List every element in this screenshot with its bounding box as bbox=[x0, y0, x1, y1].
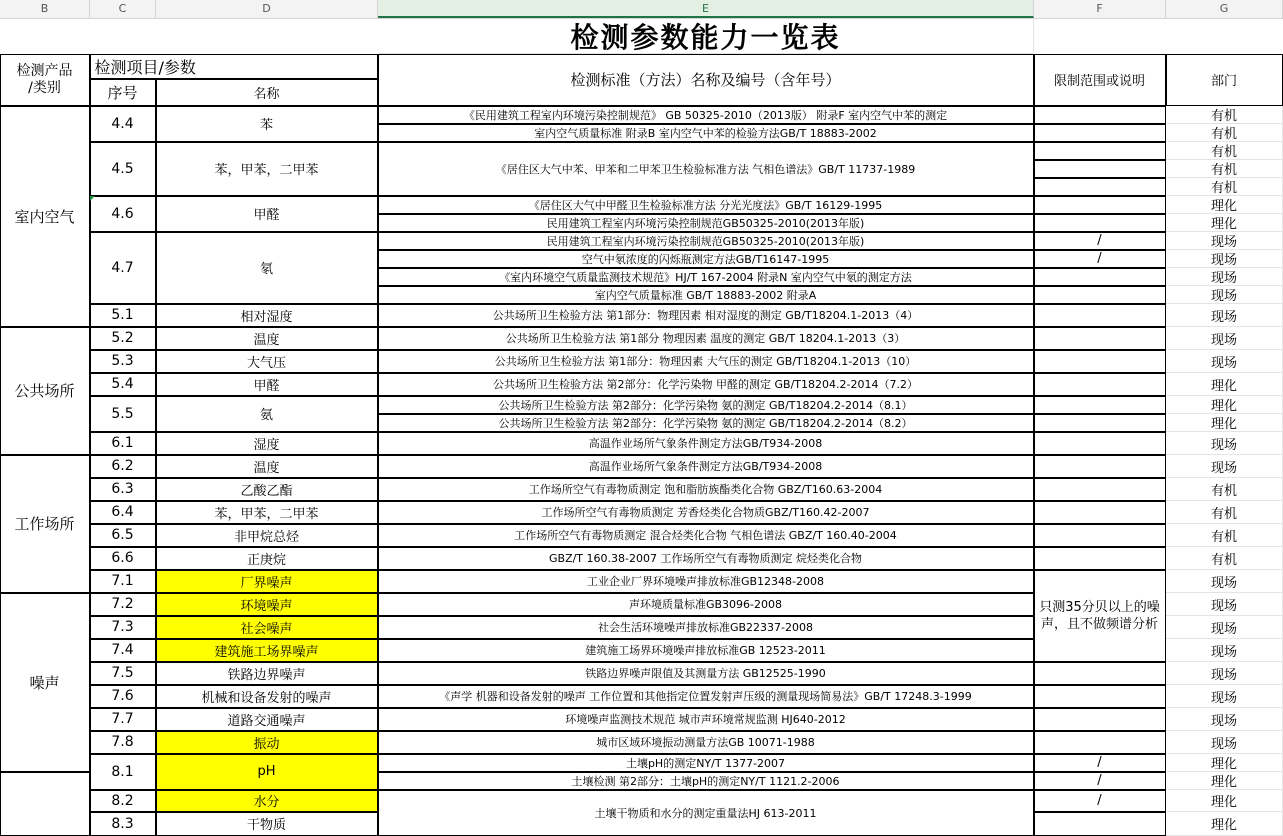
standard-cell[interactable]: 城市区域环境振动测量方法GB 10071-1988 bbox=[378, 731, 1034, 754]
item-name[interactable]: 铁路边界噪声 bbox=[156, 662, 378, 685]
limits-cell[interactable] bbox=[1034, 373, 1166, 396]
limits-cell[interactable] bbox=[1034, 178, 1166, 196]
item-seq[interactable]: 8.1 bbox=[90, 754, 156, 790]
dept-cell[interactable]: 理化 bbox=[1166, 196, 1283, 214]
item-seq[interactable]: 6.5 bbox=[90, 524, 156, 547]
standard-cell[interactable]: 铁路边界噪声限值及其测量方法 GB12525-1990 bbox=[378, 662, 1034, 685]
item-name[interactable]: 机械和设备发射的噪声 bbox=[156, 685, 378, 708]
dept-cell[interactable]: 现场 bbox=[1166, 662, 1283, 685]
item-seq[interactable]: 4.7 bbox=[90, 232, 156, 304]
limits-cell[interactable] bbox=[1034, 708, 1166, 731]
dept-cell[interactable]: 有机 bbox=[1166, 478, 1283, 501]
limits-cell[interactable] bbox=[1034, 196, 1166, 214]
item-name[interactable]: pH bbox=[156, 754, 378, 790]
standard-cell[interactable]: 公共场所卫生检验方法 第2部分：化学污染物 氨的测定 GB/T18204.2-2014（8.1） bbox=[378, 396, 1034, 414]
standard-cell[interactable]: 《居住区大气中甲醛卫生检验标准方法 分光光度法》GB/T 16129-1995 bbox=[378, 196, 1034, 214]
name-header[interactable]: 名称 bbox=[156, 79, 378, 106]
standard-cell[interactable]: 公共场所卫生检验方法 第1部分：物理因素 大气压的测定 GB/T18204.1-2013（10） bbox=[378, 350, 1034, 373]
limits-cell[interactable] bbox=[1034, 396, 1166, 414]
limits-cell[interactable] bbox=[1034, 501, 1166, 524]
item-name[interactable]: 温度 bbox=[156, 455, 378, 478]
column-header-f[interactable]: F bbox=[1034, 0, 1166, 18]
standard-cell[interactable]: 空气中氡浓度的闪烁瓶测定方法GB/T16147-1995 bbox=[378, 250, 1034, 268]
item-seq[interactable]: 7.7 bbox=[90, 708, 156, 731]
dept-cell[interactable]: 现场 bbox=[1166, 455, 1283, 478]
column-header-c[interactable]: C bbox=[90, 0, 156, 18]
standard-cell[interactable]: 公共场所卫生检验方法 第1部分 物理因素 温度的测定 GB/T 18204.1-2013（3） bbox=[378, 327, 1034, 350]
dept-cell[interactable]: 有机 bbox=[1166, 501, 1283, 524]
standard-cell[interactable]: 公共场所卫生检验方法 第2部分：化学污染物 甲醛的测定 GB/T18204.2-2014（7.2） bbox=[378, 373, 1034, 396]
dept-cell[interactable]: 现场 bbox=[1166, 639, 1283, 662]
dept-cell[interactable]: 现场 bbox=[1166, 616, 1283, 639]
dept-cell[interactable]: 现场 bbox=[1166, 570, 1283, 593]
limits-cell[interactable] bbox=[1034, 160, 1166, 178]
category-cell[interactable]: 工作场所 bbox=[0, 455, 90, 593]
dept-cell[interactable]: 现场 bbox=[1166, 708, 1283, 731]
limits-cell[interactable]: / bbox=[1034, 250, 1166, 268]
limits-cell[interactable] bbox=[1034, 327, 1166, 350]
item-name[interactable]: 乙酸乙酯 bbox=[156, 478, 378, 501]
item-seq[interactable]: 5.5 bbox=[90, 396, 156, 432]
standard-cell[interactable]: 公共场所卫生检验方法 第1部分：物理因素 相对湿度的测定 GB/T18204.1-2013（4） bbox=[378, 304, 1034, 327]
item-seq[interactable]: 7.5 bbox=[90, 662, 156, 685]
standard-cell[interactable]: 建筑施工场界环境噪声排放标准GB 12523-2011 bbox=[378, 639, 1034, 662]
limits-cell[interactable] bbox=[1034, 304, 1166, 327]
dept-cell[interactable]: 理化 bbox=[1166, 396, 1283, 414]
limits-cell[interactable] bbox=[1034, 142, 1166, 160]
seq-header[interactable]: 序号 bbox=[90, 79, 156, 106]
limits-cell[interactable] bbox=[1034, 124, 1166, 142]
item-seq[interactable]: 4.5 bbox=[90, 142, 156, 196]
item-name[interactable]: 大气压 bbox=[156, 350, 378, 373]
item-seq[interactable]: 7.1 bbox=[90, 570, 156, 593]
item-name[interactable]: 厂界噪声 bbox=[156, 570, 378, 593]
standard-cell[interactable]: 工作场所空气有毒物质测定 饱和脂肪族酯类化合物 GBZ/T160.63-2004 bbox=[378, 478, 1034, 501]
item-name[interactable]: 社会噪声 bbox=[156, 616, 378, 639]
dept-cell[interactable]: 现场 bbox=[1166, 350, 1283, 373]
item-seq[interactable]: 7.2 bbox=[90, 593, 156, 616]
limits-cell[interactable] bbox=[1034, 268, 1166, 286]
category-cell[interactable]: 公共场所 bbox=[0, 327, 90, 455]
item-seq[interactable]: 7.4 bbox=[90, 639, 156, 662]
limits-cell[interactable] bbox=[1034, 286, 1166, 304]
standard-cell[interactable]: 《室内环境空气质量监测技术规范》HJ/T 167-2004 附录N 室内空气中氡的测定方法 bbox=[378, 268, 1034, 286]
limits-header[interactable]: 限制范围或说明 bbox=[1034, 54, 1166, 106]
item-name[interactable]: 振动 bbox=[156, 731, 378, 754]
item-name[interactable]: 非甲烷总烃 bbox=[156, 524, 378, 547]
item-seq[interactable]: 8.3 bbox=[90, 812, 156, 836]
item-seq[interactable]: 6.3 bbox=[90, 478, 156, 501]
limits-noise-note[interactable]: 只测35分贝以上的噪声，且不做频谱分析 bbox=[1034, 570, 1166, 662]
item-name[interactable]: 环境噪声 bbox=[156, 593, 378, 616]
dept-cell[interactable]: 现场 bbox=[1166, 685, 1283, 708]
comment-marker-icon bbox=[90, 196, 95, 201]
item-seq[interactable]: 6.2 bbox=[90, 455, 156, 478]
item-name[interactable]: 相对湿度 bbox=[156, 304, 378, 327]
item-seq[interactable]: 7.6 bbox=[90, 685, 156, 708]
standard-cell[interactable]: 《居住区大气中苯、甲苯和二甲苯卫生检验标准方法 气相色谱法》GB/T 11737-1989 bbox=[378, 142, 1034, 196]
dept-cell[interactable]: 有机 bbox=[1166, 160, 1283, 178]
item-name[interactable]: 苯，甲苯，二甲苯 bbox=[156, 501, 378, 524]
dept-cell[interactable]: 理化 bbox=[1166, 414, 1283, 432]
title-cell[interactable]: 检测参数能力一览表 bbox=[378, 18, 1034, 54]
standard-cell[interactable]: 公共场所卫生检验方法 第2部分：化学污染物 氨的测定 GB/T18204.2-2014（8.2） bbox=[378, 414, 1034, 432]
limits-cell[interactable] bbox=[1034, 455, 1166, 478]
item-name[interactable]: 氡 bbox=[156, 232, 378, 304]
limits-cell[interactable] bbox=[1034, 432, 1166, 455]
item-name[interactable]: 甲醛 bbox=[156, 373, 378, 396]
item-name[interactable]: 干物质 bbox=[156, 812, 378, 836]
item-name[interactable]: 正庚烷 bbox=[156, 547, 378, 570]
limits-cell[interactable] bbox=[1034, 662, 1166, 685]
item-seq[interactable]: 5.4 bbox=[90, 373, 156, 396]
limits-cell[interactable] bbox=[1034, 547, 1166, 570]
standard-cell[interactable]: 《声学 机器和设备发射的噪声 工作位置和其他指定位置发射声压级的测量现场简易法》GB/T 17248.3-1999 bbox=[378, 685, 1034, 708]
standard-cell[interactable]: 室内空气质量标准 GB/T 18883-2002 附录A bbox=[378, 286, 1034, 304]
item-seq[interactable]: 8.2 bbox=[90, 790, 156, 812]
standard-cell[interactable]: 民用建筑工程室内环境污染控制规范GB50325-2010(2013年版) bbox=[378, 232, 1034, 250]
dept-cell[interactable]: 现场 bbox=[1166, 327, 1283, 350]
standard-cell[interactable]: 土壤检测 第2部分：土壤pH的测定NY/T 1121.2-2006 bbox=[378, 772, 1034, 790]
dept-cell[interactable]: 有机 bbox=[1166, 178, 1283, 196]
dept-cell[interactable]: 理化 bbox=[1166, 754, 1283, 772]
item-name[interactable]: 氨 bbox=[156, 396, 378, 432]
limits-cell[interactable] bbox=[1034, 685, 1166, 708]
category-cell[interactable] bbox=[0, 772, 90, 836]
category-header-line: 检测产品 bbox=[16, 62, 73, 79]
dept-cell[interactable]: 现场 bbox=[1166, 731, 1283, 754]
dept-cell[interactable]: 理化 bbox=[1166, 373, 1283, 396]
dept-cell[interactable]: 有机 bbox=[1166, 106, 1283, 124]
standard-cell[interactable]: 工作场所空气有毒物质测定 混合烃类化合物 气相色谱法 GBZ/T 160.40-2004 bbox=[378, 524, 1034, 547]
column-header-b[interactable]: B bbox=[0, 0, 90, 18]
limits-cell[interactable] bbox=[1034, 524, 1166, 547]
dept-cell[interactable]: 有机 bbox=[1166, 547, 1283, 570]
item-name[interactable]: 甲醛 bbox=[156, 196, 378, 232]
dept-cell[interactable]: 现场 bbox=[1166, 593, 1283, 616]
dept-cell[interactable]: 有机 bbox=[1166, 124, 1283, 142]
standard-cell[interactable]: 工业企业厂界环境噪声排放标准GB12348-2008 bbox=[378, 570, 1034, 593]
dept-cell[interactable]: 现场 bbox=[1166, 286, 1283, 304]
standard-cell[interactable]: 声环境质量标准GB3096-2008 bbox=[378, 593, 1034, 616]
standard-cell[interactable]: 工作场所空气有毒物质测定 芳香烃类化合物质GBZ/T160.42-2007 bbox=[378, 501, 1034, 524]
limits-cell[interactable]: / bbox=[1034, 772, 1166, 790]
item-name[interactable]: 湿度 bbox=[156, 432, 378, 455]
dept-cell[interactable]: 有机 bbox=[1166, 524, 1283, 547]
dept-cell[interactable]: 现场 bbox=[1166, 250, 1283, 268]
item-seq[interactable]: 7.3 bbox=[90, 616, 156, 639]
dept-cell[interactable]: 理化 bbox=[1166, 214, 1283, 232]
standard-cell[interactable]: 民用建筑工程室内环境污染控制规范GB50325-2010(2013年版) bbox=[378, 214, 1034, 232]
standard-cell[interactable]: 土壤pH的测定NY/T 1377-2007 bbox=[378, 754, 1034, 772]
dept-header[interactable]: 部门 bbox=[1166, 54, 1283, 106]
category-cell[interactable]: 室内空气 bbox=[0, 106, 90, 327]
item-name[interactable]: 水分 bbox=[156, 790, 378, 812]
standard-cell[interactable]: 高温作业场所气象条件测定方法GB/T934-2008 bbox=[378, 455, 1034, 478]
item-seq[interactable]: 6.4 bbox=[90, 501, 156, 524]
limits-cell[interactable] bbox=[1034, 812, 1166, 836]
standard-cell[interactable]: 《民用建筑工程室内环境污染控制规范》 GB 50325-2010（2013版） 附录F 室内空气中苯的测定 bbox=[378, 106, 1034, 124]
item-seq[interactable]: 5.3 bbox=[90, 350, 156, 373]
limits-cell[interactable] bbox=[1034, 350, 1166, 373]
standard-cell[interactable]: 环境噪声监测技术规范 城市声环境常规监测 HJ640-2012 bbox=[378, 708, 1034, 731]
column-header-g[interactable]: G bbox=[1166, 0, 1283, 18]
standard-header[interactable]: 检测标准（方法）名称及编号（含年号） bbox=[378, 54, 1034, 106]
standard-cell[interactable]: 土壤干物质和水分的测定重量法HJ 613-2011 bbox=[378, 790, 1034, 836]
column-header-e[interactable]: E bbox=[378, 0, 1034, 18]
item-seq[interactable]: 7.8 bbox=[90, 731, 156, 754]
category-cell[interactable]: 噪声 bbox=[0, 593, 90, 772]
limits-cell[interactable] bbox=[1034, 214, 1166, 232]
dept-cell[interactable]: 理化 bbox=[1166, 772, 1283, 790]
standard-cell[interactable]: GBZ/T 160.38-2007 工作场所空气有毒物质测定 烷烃类化合物 bbox=[378, 547, 1034, 570]
dept-cell[interactable]: 现场 bbox=[1166, 232, 1283, 250]
item-seq[interactable]: 6.1 bbox=[90, 432, 156, 455]
dept-cell[interactable]: 现场 bbox=[1166, 268, 1283, 286]
dept-cell[interactable]: 理化 bbox=[1166, 812, 1283, 836]
items-params-header[interactable]: 检测项目/参数 bbox=[90, 54, 378, 79]
limits-cell[interactable] bbox=[1034, 414, 1166, 432]
item-seq[interactable]: 4.4 bbox=[90, 106, 156, 142]
standard-cell[interactable]: 社会生活环境噪声排放标准GB22337-2008 bbox=[378, 616, 1034, 639]
dept-cell[interactable]: 理化 bbox=[1166, 790, 1283, 812]
limits-cell[interactable]: / bbox=[1034, 232, 1166, 250]
dept-cell[interactable]: 有机 bbox=[1166, 142, 1283, 160]
limits-cell[interactable] bbox=[1034, 731, 1166, 754]
item-name[interactable]: 苯，甲苯，二甲苯 bbox=[156, 142, 378, 196]
item-seq[interactable]: 6.6 bbox=[90, 547, 156, 570]
category-header-cell[interactable] bbox=[0, 54, 90, 106]
limits-cell[interactable] bbox=[1034, 106, 1166, 124]
dept-cell[interactable]: 现场 bbox=[1166, 304, 1283, 327]
item-seq[interactable]: 4.6 bbox=[90, 196, 156, 232]
dept-cell[interactable]: 现场 bbox=[1166, 432, 1283, 455]
limits-cell[interactable]: / bbox=[1034, 754, 1166, 772]
item-name[interactable]: 温度 bbox=[156, 327, 378, 350]
item-name[interactable]: 道路交通噪声 bbox=[156, 708, 378, 731]
limits-cell[interactable]: / bbox=[1034, 790, 1166, 812]
item-name[interactable]: 建筑施工场界噪声 bbox=[156, 639, 378, 662]
item-seq[interactable]: 5.1 bbox=[90, 304, 156, 327]
category-header-line: /类别 bbox=[28, 79, 61, 96]
item-seq[interactable]: 5.2 bbox=[90, 327, 156, 350]
limits-cell[interactable] bbox=[1034, 478, 1166, 501]
standard-cell[interactable]: 室内空气质量标准 附录B 室内空气中苯的检验方法GB/T 18883-2002 bbox=[378, 124, 1034, 142]
item-name[interactable]: 苯 bbox=[156, 106, 378, 142]
column-header-d[interactable]: D bbox=[156, 0, 378, 18]
standard-cell[interactable]: 高温作业场所气象条件测定方法GB/T934-2008 bbox=[378, 432, 1034, 455]
